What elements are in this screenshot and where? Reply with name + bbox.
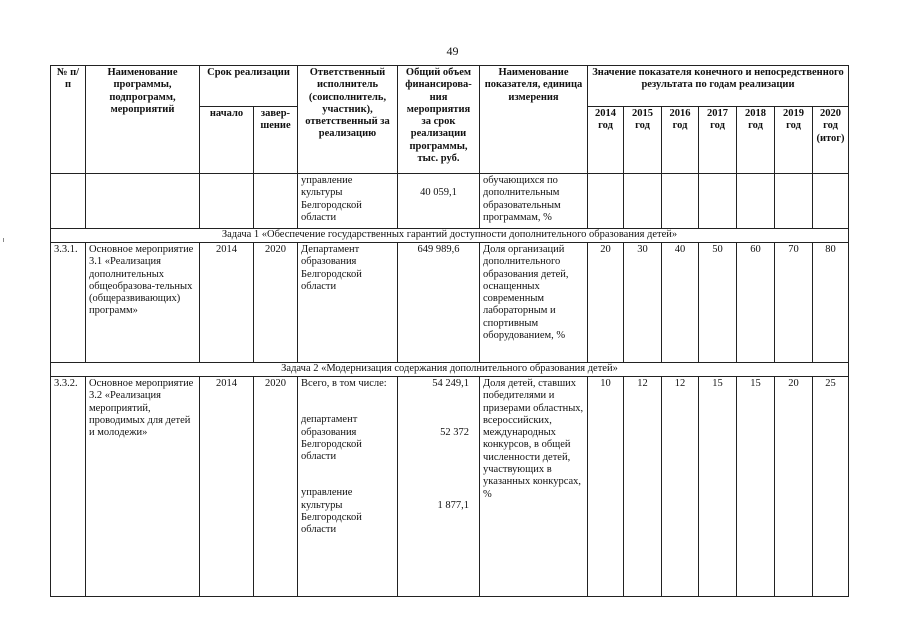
activity-name: Основное мероприятие 3.1 «Реализация дополнительных общеобразова-тельных (общеразвивающих) программ» (86, 243, 200, 363)
executor-total: Всего, в том числе: (301, 378, 387, 389)
header-result: Значение показателя конечного и непосредственного результата по годам реализации (588, 66, 849, 107)
header-executor: Ответственный исполнитель (соисполнитель, участник), ответственный за реализацию (298, 66, 398, 174)
end-year: 2020 (254, 243, 298, 363)
header-indicator: Наименование показателя, единица измерения (480, 66, 588, 174)
executor-cell: управление культуры Белгородской области (298, 174, 398, 229)
value-cell: 60 (737, 243, 775, 363)
indicator-cell: Доля детей, ставших победителями и призерами областных, всероссийских, международных конкурсов, в общей численности детей, участвующих в указанных конкурсах, % (480, 377, 588, 597)
executor-education: департамент образования Белгородской области (301, 414, 362, 463)
start-year: 2014 (200, 377, 254, 597)
value-cell: 25 (813, 377, 849, 597)
activity-name: Основное мероприятие 3.2 «Реализация мероприятий, проводимых для детей и молодежи» (86, 377, 200, 597)
header-year: 2014 год (588, 107, 624, 174)
funding-cell: 40 059,1 (398, 174, 480, 229)
value-cell: 10 (588, 377, 624, 597)
table-row (51, 174, 849, 229)
value-cell: 15 (737, 377, 775, 597)
value-cell: 40 (662, 243, 699, 363)
header-period-end: завер-шение (254, 107, 298, 174)
header-period: Срок реализации (200, 66, 298, 107)
value-cell: 15 (699, 377, 737, 597)
indicator-cell: обучающихся по дополнительным образовательным программам, % (480, 174, 588, 229)
end-year: 2020 (254, 377, 298, 597)
header-year: 2015 год (624, 107, 662, 174)
header-funding: Общий объем финансирова-ния мероприятия за срок реализации программы, тыс. руб. (398, 66, 480, 174)
table-row (51, 377, 849, 597)
funding-cell (398, 377, 480, 597)
header-year: 2019 год (775, 107, 813, 174)
header-year: 2017 год (699, 107, 737, 174)
executor-cell: Департамент образования Белгородской области (298, 243, 398, 363)
funding-total: 54 249,1 (432, 378, 469, 389)
task-row (51, 229, 849, 243)
value-cell: 70 (775, 243, 813, 363)
margin-mark (3, 238, 4, 242)
row-num: 3.3.1. (51, 243, 86, 363)
funding-cell: 649 989,6 (398, 243, 480, 363)
executor-culture: управление культуры Белгородской области (301, 487, 362, 536)
page-number: 49 (446, 44, 459, 58)
row-num: 3.3.2. (51, 377, 86, 597)
header-year: 2018 год (737, 107, 775, 174)
table-row (51, 243, 849, 363)
funding-culture: 1 877,1 (437, 500, 469, 512)
program-table (50, 65, 849, 597)
value-cell: 80 (813, 243, 849, 363)
task-1-title: Задача 1 «Обеспечение государственных гарантий доступности дополнительного образования детей» (51, 229, 849, 243)
value-cell: 30 (624, 243, 662, 363)
value-cell: 12 (624, 377, 662, 597)
funding-education: 52 372 (440, 426, 469, 438)
header-year: 2020 год (итог) (813, 107, 849, 174)
start-year: 2014 (200, 243, 254, 363)
value-cell: 50 (699, 243, 737, 363)
task-2-title: Задача 2 «Модернизация содержания дополнительного образования детей» (51, 363, 849, 377)
value-cell: 20 (775, 377, 813, 597)
indicator-cell: Доля организаций дополнительного образования детей, оснащенных современным лабораторным и спортивным оборудованием, % (480, 243, 588, 363)
task-row (51, 363, 849, 377)
executor-cell (298, 377, 398, 597)
header-num: № п/п (51, 66, 86, 174)
value-cell: 12 (662, 377, 699, 597)
header-period-start: начало (200, 107, 254, 174)
value-cell: 20 (588, 243, 624, 363)
header-year: 2016 год (662, 107, 699, 174)
header-name: Наименование программы, подпрограмм, мероприятий (86, 66, 200, 174)
